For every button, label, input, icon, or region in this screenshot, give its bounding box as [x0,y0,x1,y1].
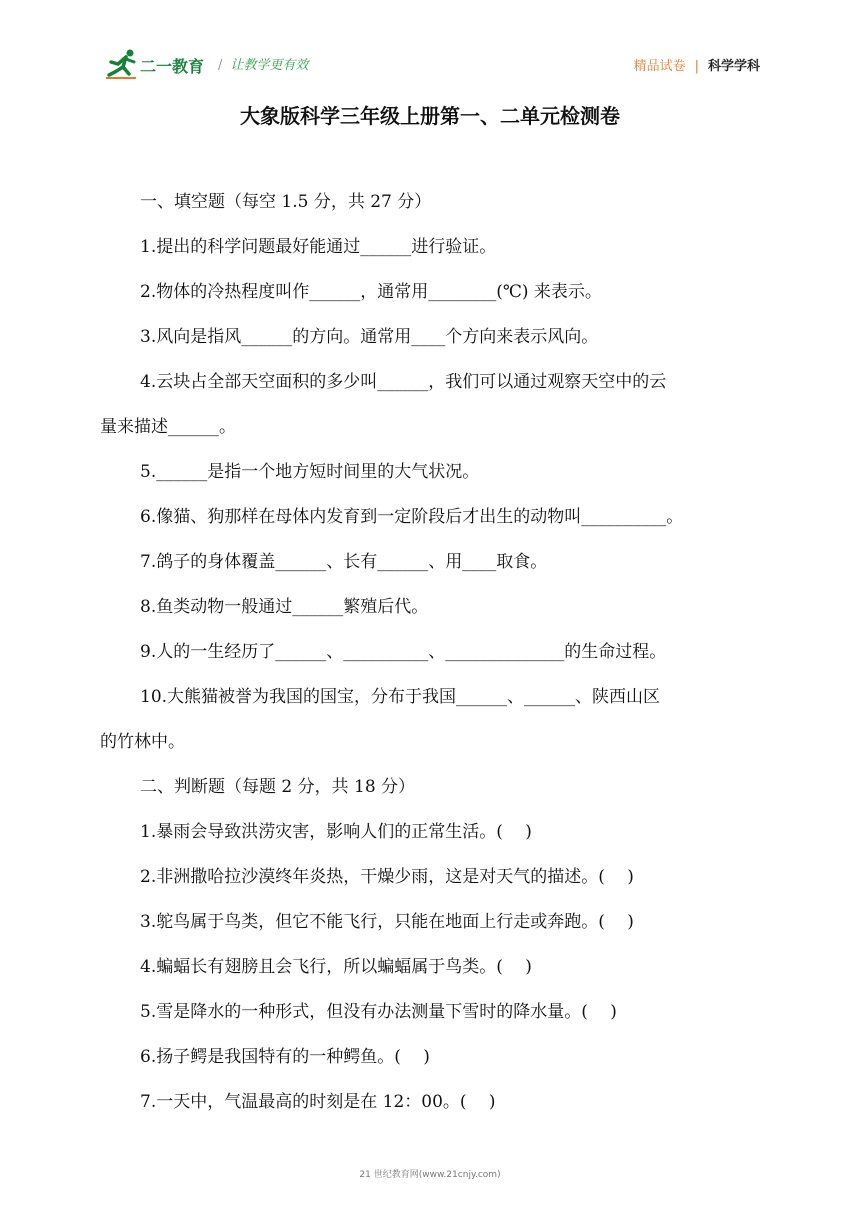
text-line: 10.大熊猫被誉为我国的国宝，分布于我国______、______、陕西山区 [140,687,661,707]
text-line: 6.像猫、狗那样在母体内发育到一定阶段后才出生的动物叫__________。 [140,507,684,527]
exam-content [100,180,770,1125]
header-separator: | [694,59,699,74]
text-line: 2.物体的冷热程度叫作______，通常用________(℃) 来表示。 [140,282,602,302]
text-line: 8.鱼类动物一般通过______繁殖后代。 [140,597,429,617]
text-line: 1.暴雨会导致洪涝灾害，影响人们的正常生活。( ) [140,822,532,842]
subject-label: 科学学科 [707,59,760,74]
header-right [634,55,760,74]
logo-text: 二一教育 [140,57,205,76]
slogan-text: 让教学更有效 [230,58,309,73]
quality-tag: 精品试卷 [633,59,686,74]
runner-icon [106,48,140,80]
text-line: 二、判断题（每题 2 分，共 18 分） [140,777,416,797]
text-line: 1.提出的科学问题最好能通过______进行验证。 [140,237,497,257]
text-line: 5.______是指一个地方短时间里的大气状况。 [140,462,480,482]
text-line: 7.鸽子的身体覆盖______、长有______、用____取食。 [140,552,548,572]
text-line: 7.一天中，气温最高的时刻是在 12：00。( ) [140,1092,496,1112]
text-line: 一、填空题（每空 1.5 分，共 27 分） [140,192,432,212]
slogan [218,54,308,73]
text-line: 4.云块占全部天空面积的多少叫______，我们可以通过观察天空中的云 [140,372,667,392]
page-footer: 21 世纪教育网(www.21cnjy.com) [359,1170,501,1180]
page-header [0,0,860,90]
page-title: 大象版科学三年级上册第一、二单元检测卷 [240,104,620,128]
text-line: 的竹林中。 [100,732,185,752]
slogan-separator: / [218,58,223,73]
text-line: 3.鸵鸟属于鸟类，但它不能飞行，只能在地面上行走或奔跑。( ) [140,912,634,932]
text-line: 3.风向是指风______的方向。通常用____个方向来表示风向。 [140,327,599,347]
text-line: 2.非洲撒哈拉沙漠终年炎热，干燥少雨，这是对天气的描述。( ) [140,867,634,887]
text-line: 6.扬子鳄是我国特有的一种鳄鱼。( ) [140,1047,430,1067]
text-line: 9.人的一生经历了______、__________、______________的生命过程。 [140,642,667,662]
text-line: 4.蝙蝠长有翅膀且会飞行，所以蝙蝠属于鸟类。( ) [140,957,532,977]
text-line: 量来描述______。 [100,417,236,437]
brand-logo [106,48,205,80]
text-line: 5.雪是降水的一种形式，但没有办法测量下雪时的降水量。( ) [140,1002,617,1022]
